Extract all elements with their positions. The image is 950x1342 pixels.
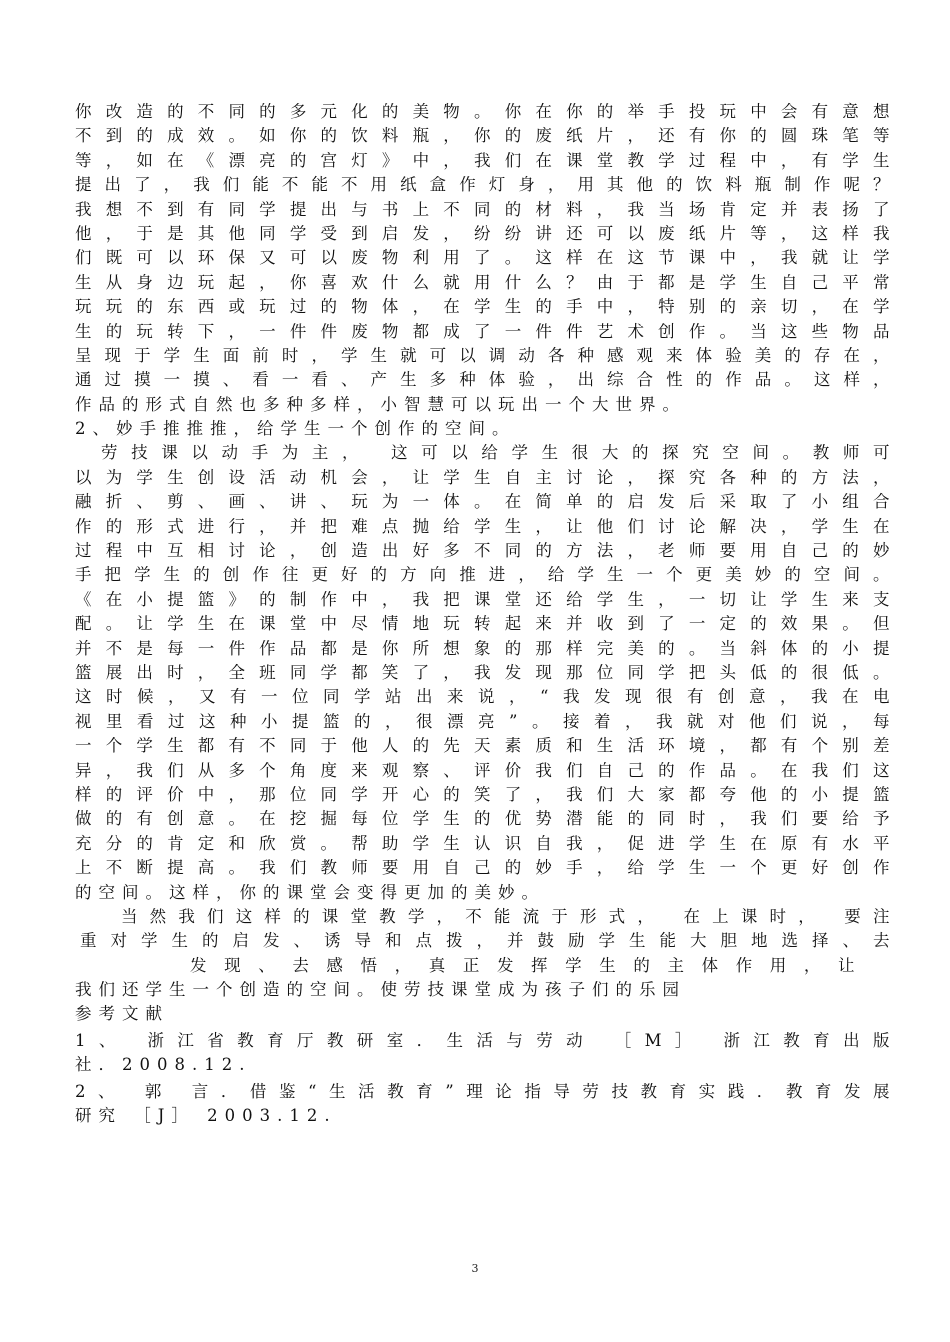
text-line: 异，我们从多个角度来观察、评价我们自己的作品。在我们这 (75, 760, 890, 780)
text-line: 社．2008.12. (75, 1055, 252, 1075)
text-line: 参考文献 (75, 1004, 169, 1024)
text-line: 2、 郭 言．借鉴“生活教育”理论指导劳技教育实践．教育发展 (75, 1081, 890, 1101)
text-line: 提出了，我们能不能不用纸盒作灯身，用其他的饮料瓶制作呢？ (75, 175, 890, 195)
text-line: 一个学生都有不同于他人的先天素质和生活环境，都有个别差 (75, 736, 890, 756)
text-line: 当然我们这样的课堂教学，不能流于形式， 在上课时， 要注 (121, 906, 890, 926)
text-line: 作品的形式自然也多种多样，小智慧可以玩出一个大世界。 (75, 394, 686, 414)
text-line: 不到的成效。如你的饮料瓶，你的废纸片，还有你的圆珠笔等 (75, 126, 890, 146)
text-line: 并不是每一件作品都是你所想象的那样完美的。当斜体的小提 (75, 638, 890, 658)
text-line: 他，于是其他同学受到启发，纷纷讲还可以废纸片等，这样我 (75, 223, 890, 243)
text-line: 上不断提高。我们教师要用自己的妙手，给学生一个更好创作 (75, 858, 890, 878)
text-line: 们既可以环保又可以废物利用了。这样在这节课中，我就让学 (75, 248, 890, 268)
text-line: 以为学生创设活动机会，让学生自主讨论，探究各种的方法， (75, 467, 890, 487)
text-line: 生从身边玩起，你喜欢什么就用什么？由于都是学生自己平常 (75, 272, 890, 292)
text-line: 发现、去感悟，真正发挥学生的主体作用，让 (190, 955, 855, 975)
text-line: 这时候，又有一位同学站出来说，“我发现很有创意，我在电 (75, 687, 890, 707)
text-line: 玩玩的东西或玩过的物体，在学生的手中，特别的亲切，在学 (75, 297, 890, 317)
text-line: 配。让学生在课堂中尽情地玩转起来并收到了一定的效果。但 (75, 614, 890, 634)
text-line: 样的评价中，那位同学开心的笑了，我们大家都夸他的小提篮 (75, 784, 890, 804)
text-line: 做的有创意。在挖掘每位学生的优势潜能的同时，我们要给予 (75, 809, 890, 829)
text-line: 通过摸一摸、看一看、产生多种体验，出综合性的作品。这样， (75, 370, 890, 390)
text-line: 篮展出时，全班同学都笑了，我发现那位同学把头低的很低。 (75, 662, 890, 682)
text-line: 充分的肯定和欣赏。帮助学生认识自我，促进学生在原有水平 (75, 833, 890, 853)
text-line: 呈现于学生面前时，学生就可以调动各种感观来体验美的存在， (75, 345, 890, 365)
text-line: 生的玩转下，一件件废物都成了一件件艺术创作。当这些物品 (75, 321, 890, 341)
text-line: 手把学生的创作往更好的方向推进，给学生一个更美妙的空间。 (75, 565, 890, 585)
text-line: 重对学生的启发、诱导和点拨，并鼓励学生能大胆地选择、去 (80, 931, 890, 951)
text-line: 过程中互相讨论，创造出好多不同的方法，老师要用自己的妙 (75, 541, 890, 561)
page-number: 3 (471, 1262, 479, 1275)
body-text (75, 100, 890, 1128)
text-line: 视里看过这种小提篮的，很漂亮”。接着，我就对他们说，每 (75, 711, 890, 731)
text-line: 1、 浙江省教育厅教研室．生活与劳动 ［M］ 浙江教育出版 (75, 1030, 890, 1050)
text-line: 你改造的不同的多元化的美物。你在你的举手投玩中会有意想 (75, 102, 890, 121)
text-line: 我们还学生一个创造的空间。使劳技课堂成为孩子们的乐园 (75, 980, 686, 1000)
text-line: 作的形式进行，并把难点抛给学生，让他们讨论解决，学生在 (75, 516, 890, 536)
text-line: 等，如在《漂亮的宫灯》中，我们在课堂教学过程中，有学生 (75, 150, 890, 170)
text-line: 劳技课以动手为主， 这可以给学生很大的探究空间。教师可 (101, 443, 890, 463)
text-line: 研究 ［J］ 2003.12. (75, 1106, 337, 1126)
text-line: 《在小提篮》的制作中，我把课堂还给学生，一切让学生来支 (75, 589, 890, 609)
text-line: 2、妙手推推推，给学生一个创作的空间。 (75, 419, 516, 439)
text-line: 的空间。这样，你的课堂会变得更加的美妙。 (75, 882, 545, 902)
text-line: 我想不到有同学提出与书上不同的材料，我当场肯定并表扬了 (75, 199, 890, 219)
text-line: 融折、剪、画、讲、玩为一体。在简单的启发后采取了小组合 (75, 492, 890, 512)
